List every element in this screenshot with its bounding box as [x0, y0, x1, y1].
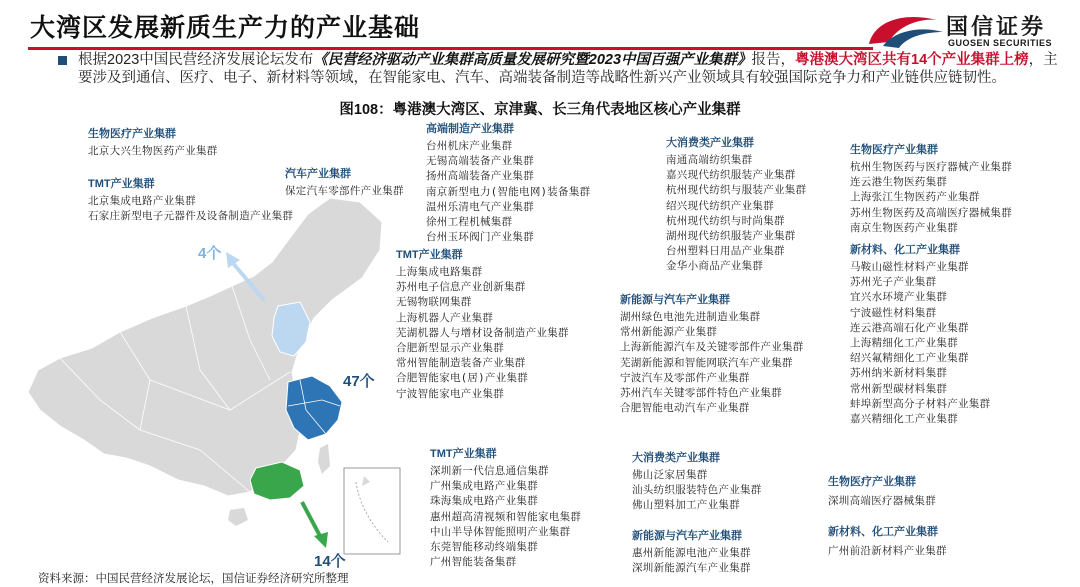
report-title: 《民营经济驱动产业集群高质量发展研究暨2023中国百强产业集群》 — [313, 52, 752, 68]
cluster-item: 苏州生物医药及高端医疗器械集群 — [850, 206, 1012, 219]
cluster-heading: 高端制造产业集群 — [426, 123, 514, 135]
bullet-square-icon — [58, 56, 67, 65]
cluster-item: 台州机床产业集群 — [426, 140, 513, 152]
gba-arrow-head-icon — [314, 532, 328, 548]
cluster-item: 合肥智能电动汽车产业集群 — [620, 402, 750, 415]
cluster-item: 台州塑料日用品产业集群 — [666, 245, 785, 258]
cluster-item: 深圳新一代信息通信集群 — [430, 465, 549, 477]
cluster-csj-high-end — [426, 121, 590, 245]
cluster-item: 珠海集成电路产业集群 — [430, 495, 538, 508]
cluster-item: 惠州新能源电池产业集群 — [632, 547, 751, 559]
cluster-item: 上海新能源汽车及关键零部件产业集群 — [620, 341, 804, 354]
cluster-item: 合肥智能家电(居)产业集群 — [396, 372, 529, 385]
cluster-item: 无锡高端装备产业集群 — [426, 155, 534, 168]
cluster-item: 深圳高端医疗器械集群 — [828, 495, 936, 507]
title-divider — [28, 47, 873, 50]
cluster-item: 温州乐清电气产业集群 — [426, 200, 534, 213]
cluster-item: 汕头纺织服装特色产业集群 — [632, 484, 762, 497]
cluster-heading: 新材料、化工产业集群 — [850, 244, 960, 256]
intro-text-2: 报告， — [751, 52, 796, 68]
cluster-item: 上海集成电路集群 — [396, 266, 483, 278]
cluster-item: 石家庄新型电子元器件及设备制造产业集群 — [88, 210, 294, 223]
cluster-item: 中山半导体智能照明产业集群 — [430, 525, 571, 538]
cluster-item: 苏州纳米新材料集群 — [850, 367, 948, 380]
cluster-csj-materials — [850, 242, 990, 427]
cluster-heading: 生物医疗产业集群 — [828, 476, 916, 488]
cluster-item: 上海机器人产业集群 — [396, 311, 494, 324]
cluster-item: 北京集成电路产业集群 — [88, 195, 196, 207]
cluster-csj-nev — [620, 292, 804, 416]
cluster-heading: 大消费类产业集群 — [632, 452, 720, 464]
cluster-jjj-tmt — [88, 176, 293, 224]
cluster-item: 湖州现代纺织服装产业集群 — [666, 230, 796, 243]
cluster-item: 常州新能源产业集群 — [620, 326, 718, 339]
cluster-gba-consumer — [632, 450, 762, 514]
cluster-item: 东莞智能移动终端集群 — [430, 541, 538, 554]
cluster-item: 苏州汽车关键零部件特色产业集群 — [620, 387, 782, 400]
cluster-item: 南京新型电力(智能电网)装备集群 — [426, 185, 591, 198]
cluster-item: 南通高端纺织集群 — [666, 154, 753, 166]
cluster-heading: 新能源与汽车产业集群 — [620, 294, 730, 306]
cluster-item: 连云港高端石化产业集群 — [850, 321, 969, 334]
cluster-item: 深圳新能源汽车产业集群 — [632, 562, 751, 575]
cluster-item: 徐州工程机械集群 — [426, 216, 513, 229]
cluster-item: 佛山塑料加工产业集群 — [632, 499, 740, 512]
hainan-island-shape — [228, 508, 248, 526]
cluster-heading: 大消费类产业集群 — [666, 137, 754, 149]
cluster-item: 连云港生物医药集群 — [850, 176, 948, 189]
cluster-heading: TMT产业集群 — [88, 178, 155, 190]
cluster-item: 扬州高端装备产业集群 — [426, 170, 534, 183]
intro-paragraph — [78, 51, 1070, 87]
cluster-item: 芜湖机器人与增材设备制造产业集群 — [396, 326, 569, 339]
cluster-item: 湖州绿色电池先进制造业集群 — [620, 311, 761, 323]
cluster-item: 杭州现代纺织与服装产业集群 — [666, 184, 807, 197]
cluster-item: 杭州现代纺织与时尚集群 — [666, 214, 785, 227]
cluster-csj-tmt — [396, 247, 569, 402]
cluster-heading: 新材料、化工产业集群 — [828, 526, 938, 538]
cluster-item: 无锡物联网集群 — [396, 296, 472, 309]
cluster-item: 杭州生物医药与医疗器械产业集群 — [850, 161, 1012, 173]
cluster-heading: 新能源与汽车产业集群 — [632, 530, 742, 542]
logo-name: 国信证券 — [946, 14, 1047, 39]
intro-highlight: 粤港澳大湾区共有14个产业集群上榜 — [795, 52, 1029, 68]
cluster-csj-consumer — [666, 135, 806, 275]
cluster-item: 马鞍山磁性材料产业集群 — [850, 261, 969, 273]
cluster-gba-tmt — [430, 446, 581, 570]
cluster-jjj-auto — [285, 166, 404, 199]
cluster-item: 保定汽车零部件产业集群 — [285, 185, 404, 197]
gba-count: 14个 — [314, 553, 346, 570]
cluster-item: 苏州光子产业集群 — [850, 276, 937, 289]
cluster-gba-bio — [828, 474, 936, 509]
cluster-item: 宁波智能家电产业集群 — [396, 387, 504, 400]
cluster-item: 惠州超高清视频和智能家电集群 — [430, 510, 582, 523]
cluster-item: 上海张江生物医药产业集群 — [850, 191, 980, 204]
logo-english: GUOSEN SECURITIES — [948, 38, 1053, 48]
gba-arrow — [302, 502, 320, 536]
intro-text-1: 根据2023中国民营经济发展论坛发布 — [78, 52, 314, 68]
cluster-heading: TMT产业集群 — [396, 249, 463, 261]
cluster-heading: 生物医疗产业集群 — [88, 128, 176, 140]
cluster-item: 宜兴水环境产业集群 — [850, 291, 948, 304]
cluster-item: 嘉兴精细化工产业集群 — [850, 413, 958, 426]
cluster-item: 广州集成电路产业集群 — [430, 480, 538, 493]
cluster-item: 苏州电子信息产业创新集群 — [396, 281, 526, 294]
cluster-item: 南京生物医药产业集群 — [850, 221, 958, 234]
cluster-item: 宁波磁性材料集群 — [850, 306, 937, 319]
jjj-count: 4个 — [198, 245, 222, 262]
cluster-item: 芜湖新能源和智能网联汽车产业集群 — [620, 356, 793, 369]
cluster-item: 蚌埠新型高分子材料产业集群 — [850, 397, 991, 410]
cluster-item: 合肥新型显示产业集群 — [396, 342, 504, 355]
source-note: 资料来源：中国民营经济发展论坛，国信证券经济研究所整理 — [38, 573, 349, 585]
cluster-item: 台州玉环阀门产业集群 — [426, 231, 534, 244]
cluster-item: 绍兴现代纺织产业集群 — [666, 199, 774, 212]
cluster-item: 上海精细化工产业集群 — [850, 337, 958, 350]
cluster-heading: TMT产业集群 — [430, 448, 497, 460]
cluster-heading: 汽车产业集群 — [285, 168, 351, 180]
cluster-item: 广州前沿新材料产业集群 — [828, 545, 947, 557]
cluster-gba-materials — [828, 524, 947, 559]
greater-bay-area-region — [250, 462, 304, 500]
csj-count: 47个 — [343, 373, 375, 390]
cluster-item: 常州智能制造装备产业集群 — [396, 357, 526, 370]
cluster-item: 绍兴氟精细化工产业集群 — [850, 352, 969, 365]
cluster-gba-nev — [632, 528, 751, 576]
cluster-item: 佛山泛家居集群 — [632, 469, 708, 481]
page-title: 大湾区发展新质生产力的产业基础 — [30, 14, 421, 42]
cluster-item: 金华小商品产业集群 — [666, 260, 764, 273]
intro-text-3: ，主要涉及到通信、医疗、电子、新材料等领域，在智能家电、汽车、高端装备制造等战略性新兴产业领域具有较强国际竞争力和产业链供应链韧性。 — [78, 52, 1058, 86]
jingjinji-region — [272, 302, 310, 356]
taiwan-island-shape — [318, 444, 330, 474]
cluster-item: 宁波汽车及零部件产业集群 — [620, 371, 750, 384]
cluster-item: 嘉兴现代纺织服装产业集群 — [666, 169, 796, 182]
figure-title: 图108：粤港澳大湾区、京津冀、长三角代表地区核心产业集群 — [339, 102, 741, 118]
cluster-csj-bio — [850, 142, 1012, 236]
cluster-heading: 生物医疗产业集群 — [850, 144, 938, 156]
cluster-item: 常州新型碳材料集群 — [850, 382, 948, 395]
cluster-item: 北京大兴生物医药产业集群 — [88, 145, 218, 157]
cluster-jjj-bio — [88, 126, 218, 159]
south-china-sea-inset — [344, 468, 400, 554]
cluster-item: 广州智能装备集群 — [430, 556, 517, 569]
